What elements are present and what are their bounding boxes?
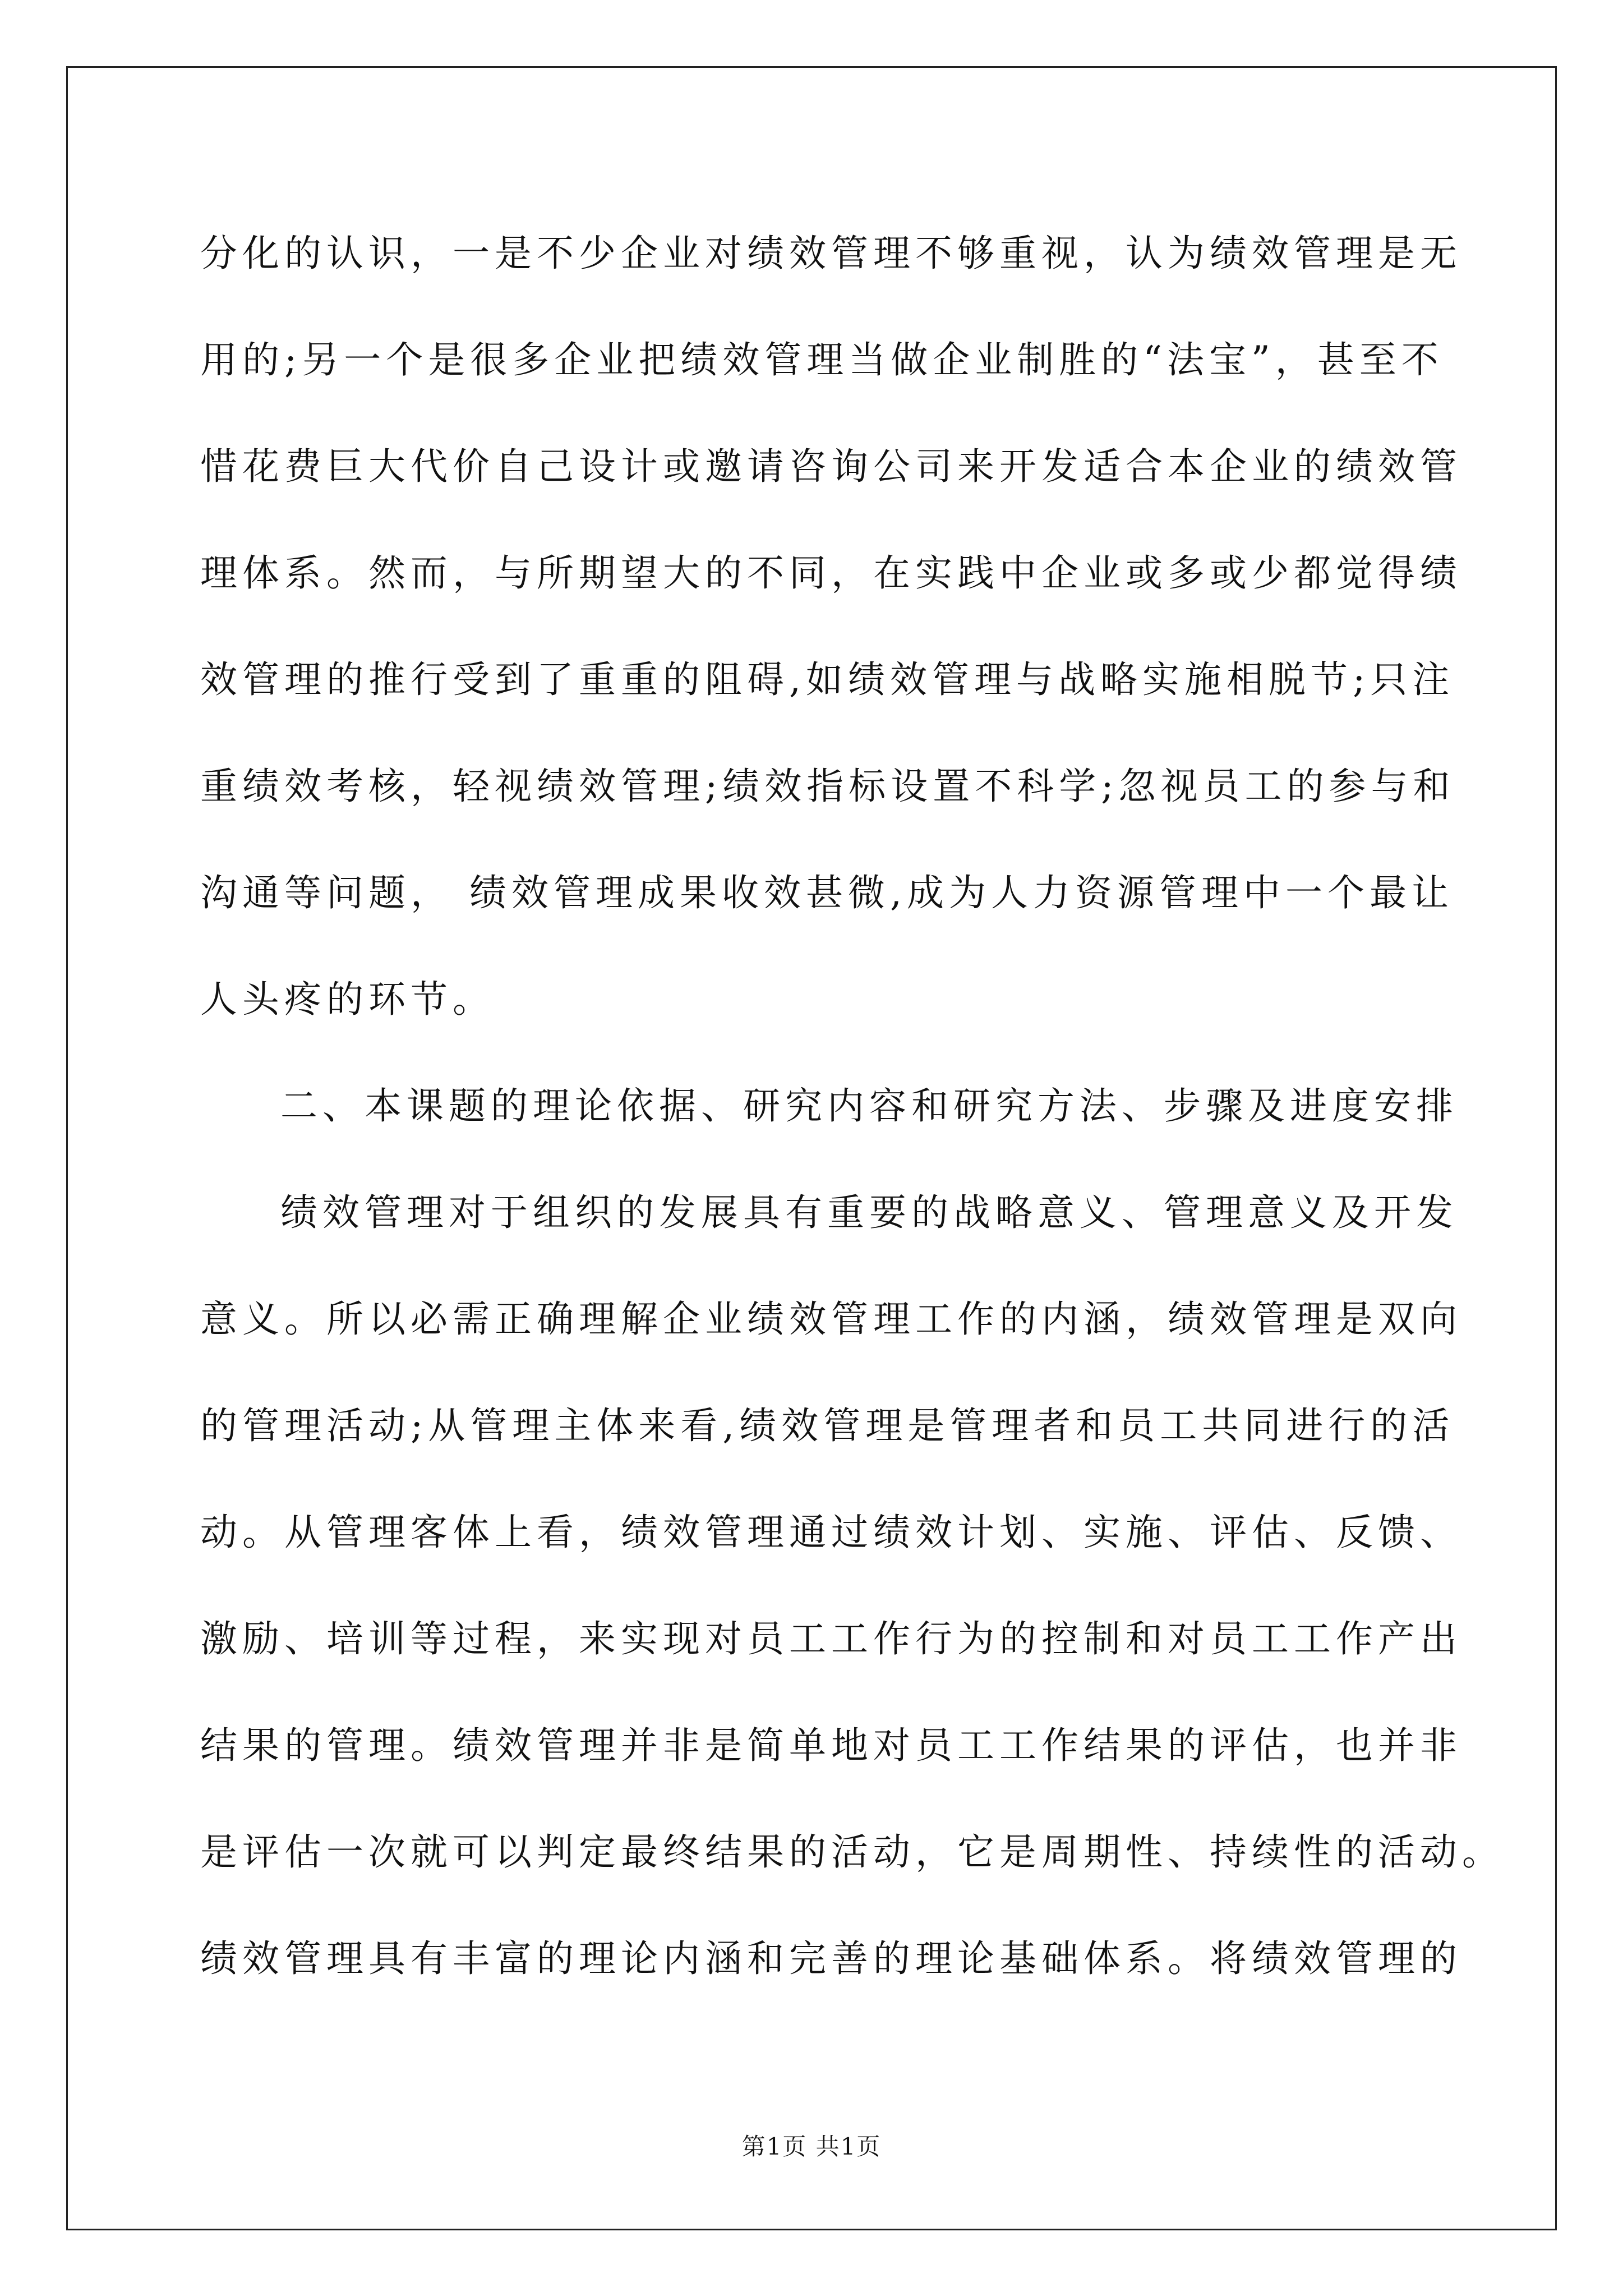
paragraph-line: 结果的管理。绩效管理并非是简单地对员工工作结果的评估，也并非: [200, 1724, 1462, 1767]
paragraph-line: 是评估一次就可以判定最终结果的活动，它是周期性、持续性的活动。: [200, 1830, 1504, 1874]
paragraph-line: 绩效管理具有丰富的理论内涵和完善的理论基础体系。将绩效管理的: [200, 1937, 1462, 1980]
paragraph-line: 动。从管理客体上看，绩效管理通过绩效计划、实施、评估、反馈、: [200, 1511, 1462, 1554]
paragraph-line: 效管理的推行受到了重重的阻碍,如绩效管理与战略实施相脱节;只注: [200, 658, 1455, 701]
paragraph-line: 用的;另一个是很多企业把绩效管理当做企业制胜的“法宝”，甚至不: [200, 338, 1444, 381]
paragraph-line: 人头疼的环节。: [200, 978, 495, 1021]
paragraph-line: 的管理活动;从管理主体来看,绩效管理是管理者和员工共同进行的活: [200, 1404, 1455, 1447]
paragraph-line: 分化的认识，一是不少企业对绩效管理不够重视，认为绩效管理是无: [200, 232, 1462, 275]
page-number-footer: 第1页 共1页: [741, 2133, 882, 2160]
paragraph-line: 重绩效考核，轻视绩效管理;绩效指标设置不科学;忽视员工的参与和: [200, 765, 1455, 808]
page-border: [66, 66, 1557, 2230]
paragraph-line: 理体系。然而，与所期望大的不同，在实践中企业或多或少都觉得绩: [200, 551, 1462, 595]
paragraph-line: 沟通等问题， 绩效管理成果收效甚微,成为人力资源管理中一个最让: [200, 871, 1454, 914]
section-heading: 二、本课题的理论依据、研究内容和研究方法、步骤及进度安排: [280, 1084, 1458, 1128]
paragraph-line: 绩效管理对于组织的发展具有重要的战略意义、管理意义及开发: [280, 1191, 1458, 1234]
paragraph-line: 激励、培训等过程，来实现对员工工作行为的控制和对员工工作产出: [200, 1617, 1462, 1660]
paragraph-line: 惜花费巨大代价自己设计或邀请咨询公司来开发适合本企业的绩效管: [200, 445, 1462, 488]
paragraph-line: 意义。所以必需正确理解企业绩效管理工作的内涵，绩效管理是双向: [200, 1297, 1462, 1341]
